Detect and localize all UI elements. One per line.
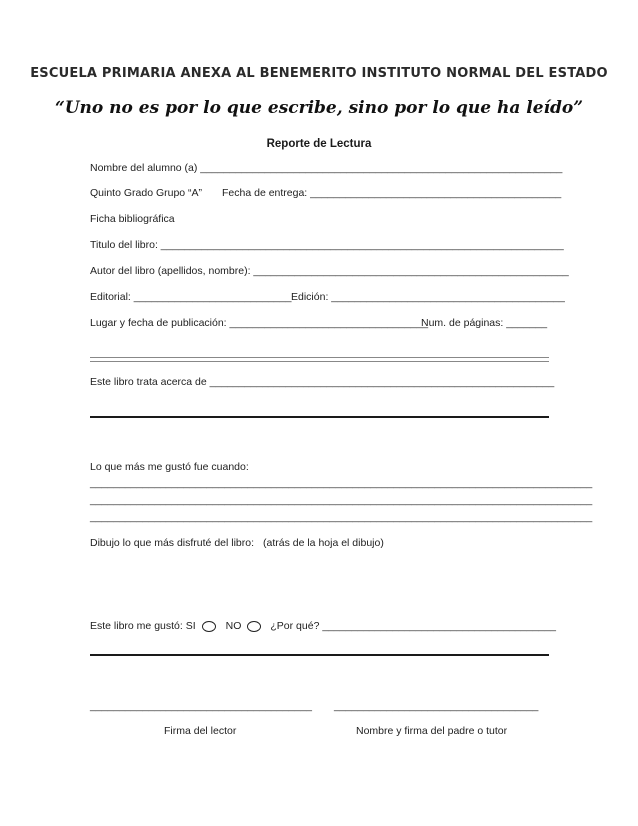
no-label: NO xyxy=(225,620,242,632)
liked-line-2[interactable]: ______________________________________________________________________________________ xyxy=(90,494,593,506)
no-checkbox[interactable] xyxy=(247,621,261,632)
pages-field[interactable]: Num. de páginas: _______ xyxy=(421,317,548,329)
about-answer-line[interactable] xyxy=(90,416,549,418)
publisher-field[interactable]: Editorial: ___________________________ xyxy=(90,291,292,303)
liked-line-1[interactable]: ______________________________________________________________________________________ xyxy=(90,477,593,489)
why-answer-line[interactable] xyxy=(90,654,549,656)
place-date-field[interactable]: Lugar y fecha de publicación: __________________________________ xyxy=(90,317,429,329)
yes-checkbox[interactable] xyxy=(202,621,216,632)
about-field[interactable]: Este libro trata acerca de ___________________________________________________________ xyxy=(90,376,555,388)
parent-signature-label: Nombre y firma del padre o tutor xyxy=(356,725,508,737)
section-divider xyxy=(90,357,549,362)
opinion-label: Este libro me gustó: SI xyxy=(90,620,196,632)
author-field[interactable]: Autor del libro (apellidos, nombre): ______________________________________________________ xyxy=(90,265,569,277)
drawing-note: (atrás de la hoja el dibujo) xyxy=(263,537,384,549)
liked-line-3[interactable]: ______________________________________________________________________________________ xyxy=(90,511,593,523)
reader-signature-label: Firma del lector xyxy=(164,725,237,737)
student-name-field[interactable]: Nombre del alumno (a) ______________________________________________________________ xyxy=(90,162,563,174)
edition-field[interactable]: Edición: ________________________________________ xyxy=(291,291,565,303)
delivery-date-field[interactable]: Fecha de entrega: ___________________________________________ xyxy=(222,187,562,199)
grade-label: Quinto Grado Grupo “A” xyxy=(90,187,203,199)
opinion-row xyxy=(90,620,556,632)
motto: “Uno no es por lo que escribe, sino por lo que ha leído” xyxy=(54,98,584,118)
reader-signature-line[interactable]: ______________________________________ xyxy=(90,700,312,712)
liked-label: Lo que más me gustó fue cuando: xyxy=(90,461,249,473)
drawing-label: Dibujo lo que más disfruté del libro: xyxy=(90,537,255,549)
book-title-field[interactable]: Titulo del libro: _____________________________________________________________________ xyxy=(90,239,564,251)
parent-signature-line[interactable]: ___________________________________ xyxy=(334,700,539,712)
why-field[interactable]: ¿Por qué? ________________________________________ xyxy=(270,620,556,632)
bibliographic-heading: Ficha bibliográfica xyxy=(90,213,175,225)
report-title: Reporte de Lectura xyxy=(266,138,372,150)
school-name: ESCUELA PRIMARIA ANEXA AL BENEMERITO INSTITUTO NORMAL DEL ESTADO xyxy=(30,66,608,81)
